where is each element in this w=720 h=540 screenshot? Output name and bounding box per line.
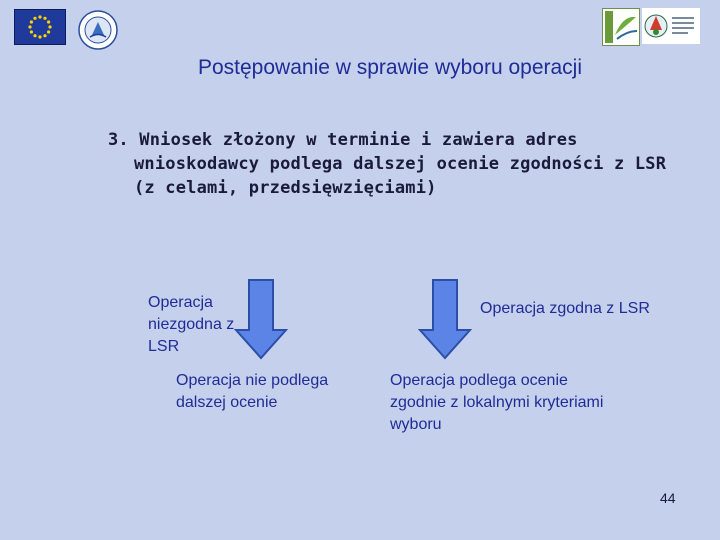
region-seal-icon <box>78 10 118 50</box>
point-text: 3. Wniosek złożony w terminie i zawiera adres wnioskodawcy podlega dalszej ocenie zgodności z LSR (z celami, przedsięwzięciami) <box>108 130 667 198</box>
left-branch-label: Operacja niezgodna z LSR <box>148 294 235 355</box>
right-branch-label: Operacja zgodna z LSR <box>480 300 650 317</box>
left-branch-result: Operacja nie podlega dalszej ocenie <box>176 372 329 411</box>
down-arrow-left-icon <box>234 278 288 360</box>
eu-flag-icon <box>14 9 66 45</box>
down-arrow-right-icon <box>418 278 472 360</box>
right-branch-result: Operacja podlega ocenie zgodnie z lokalnymi kryteriami wyboru <box>390 372 604 433</box>
leader-logo-icon <box>602 8 640 46</box>
program-logo-icon <box>642 8 700 44</box>
page-number: 44 <box>660 490 676 506</box>
slide-title: Postępowanie w sprawie wyboru operacji <box>197 56 583 79</box>
